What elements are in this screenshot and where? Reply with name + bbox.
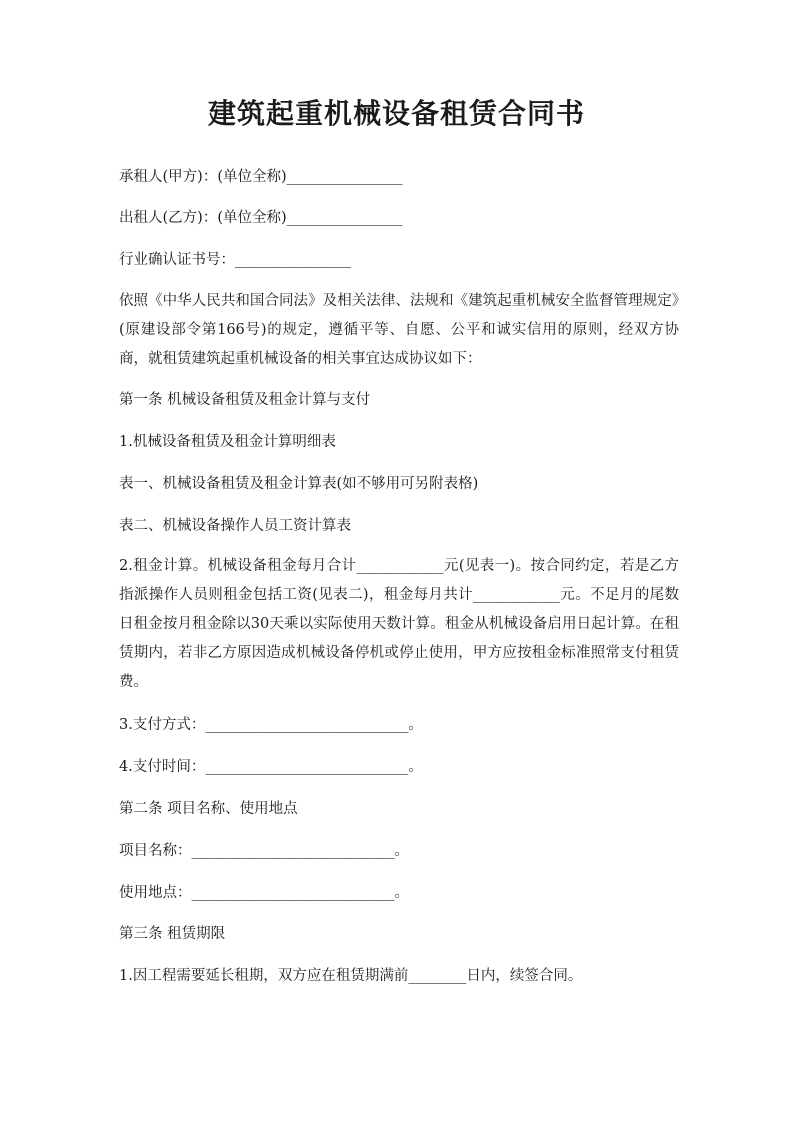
article-1-item-4: 4.支付时间：____________________________。 xyxy=(119,759,423,775)
lessor-line: 出租人(乙方)：(单位全称)________________ xyxy=(119,210,403,226)
license-line: 行业确认证书号：________________ xyxy=(119,252,351,268)
article-1-heading: 第一条 机械设备租赁及租金计算与支付 xyxy=(119,392,371,408)
article-1-item-1: 1.机械设备租赁及租金计算明细表 xyxy=(119,434,336,450)
table-1-caption: 表一、机械设备租赁及租金计算表(如不够用可另附表格) xyxy=(119,476,479,492)
article-3-heading: 第三条 租赁期限 xyxy=(119,926,226,942)
article-1-item-2: 2.租金计算。机械设备租金每月合计____________元(见表一)。按合同约定，若是乙方指派操作人员则租金包括工资(见表二)，租金每月共计____________元。不足月的尾数日租金按月租金除以30天乘以实际使用天数计算。租金从机械设备启用日起计算。在租赁期内，若非乙方原因造成机械设备停机或停止使用，甲方应按租金标准照常支付租赁费。 xyxy=(119,558,679,690)
lessee-line: 承租人(甲方)：(单位全称)________________ xyxy=(119,169,403,185)
article-2-heading: 第二条 项目名称、使用地点 xyxy=(119,801,298,817)
article-3-item-1: 1.因工程需要延长租期，双方应在租赁期满前________日内，续签合同。 xyxy=(119,968,583,984)
intro-paragraph: 依照《中华人民共和国合同法》及相关法律、法规和《建筑起重机械安全监督管理规定》(原建设部令第166号)的规定，遵循平等、自愿、公平和诚实信用的原则，经双方协商，就租赁建筑起重机械设备的相关事宜达成协议如下： xyxy=(119,293,679,367)
article-1-item-3: 3.支付方式：____________________________。 xyxy=(119,717,423,733)
project-name-line: 项目名称：____________________________。 xyxy=(119,843,409,859)
location-line: 使用地点：____________________________。 xyxy=(119,885,409,901)
table-2-caption: 表二、机械设备操作人员工资计算表 xyxy=(119,518,351,534)
document-title: 建筑起重机械设备租赁合同书 xyxy=(207,97,585,130)
